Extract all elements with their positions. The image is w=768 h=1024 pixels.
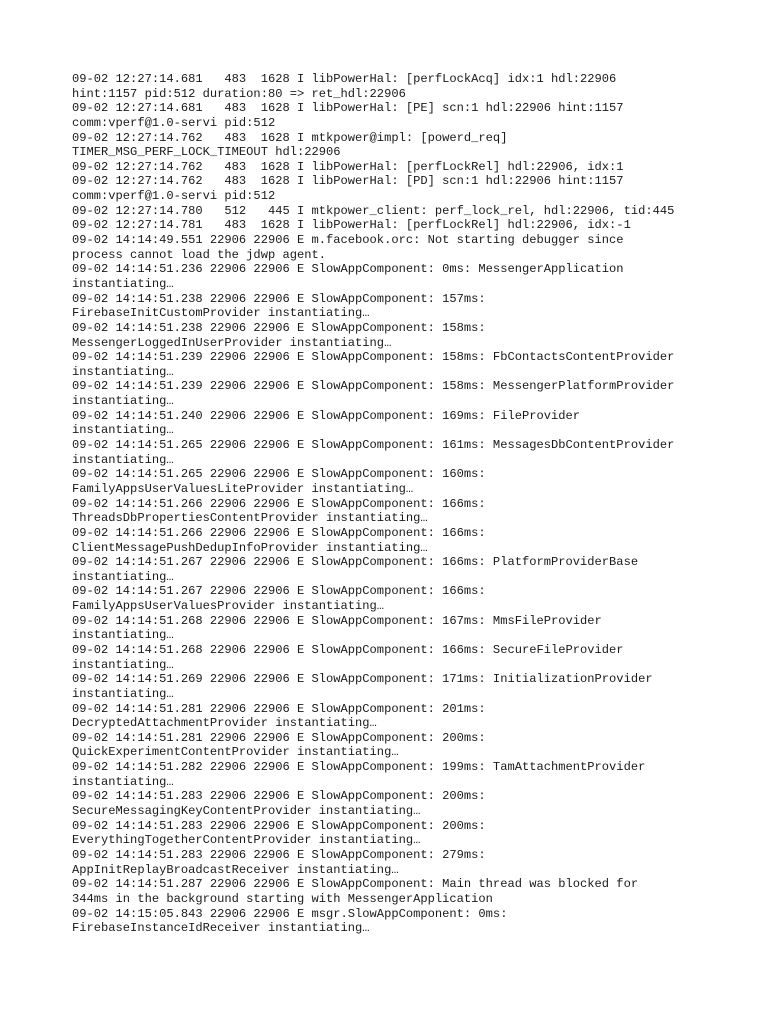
- log-line: 09-02 14:14:51.283 22906 22906 E SlowAppComponent: 279ms:: [72, 847, 486, 862]
- log-line: 09-02 14:14:51.269 22906 22906 E SlowAppComponent: 171ms: InitializationProvider: [72, 672, 653, 687]
- log-line: FirebaseInstanceIdReceiver instantiating…: [72, 921, 370, 936]
- log-line: TIMER_MSG_PERF_LOCK_TIMEOUT hdl:22906: [72, 145, 341, 160]
- log-line: instantiating…: [72, 276, 174, 291]
- log-line: instantiating…: [72, 569, 174, 584]
- log-line: FamilyAppsUserValuesLiteProvider instantiating…: [72, 481, 414, 496]
- log-line: comm:vperf@1.0-servi pid:512: [72, 189, 276, 204]
- log-line: 09-02 14:14:51.236 22906 22906 E SlowAppComponent: 0ms: MessengerApplication: [72, 262, 624, 277]
- log-line: 09-02 14:14:51.267 22906 22906 E SlowAppComponent: 166ms:: [72, 584, 486, 599]
- log-line: ThreadsDbPropertiesContentProvider instantiating…: [72, 511, 428, 526]
- log-line: EverythingTogetherContentProvider instantiating…: [72, 833, 421, 848]
- log-line: hint:1157 pid:512 duration:80 => ret_hdl:22906: [72, 86, 406, 101]
- log-line: 09-02 12:27:14.681 483 1628 I libPowerHal: [perfLockAcq] idx:1 hdl:22906: [72, 72, 617, 86]
- log-line: 09-02 12:27:14.681 483 1628 I libPowerHal: [PE] scn:1 hdl:22906 hint:1157: [72, 101, 624, 116]
- log-line: comm:vperf@1.0-servi pid:512: [72, 115, 276, 130]
- log-line: 09-02 14:14:51.267 22906 22906 E SlowAppComponent: 166ms: PlatformProviderBase: [72, 555, 639, 570]
- log-line: instantiating…: [72, 364, 174, 379]
- log-line: 09-02 14:15:05.843 22906 22906 E msgr.SlowAppComponent: 0ms:: [72, 906, 508, 921]
- log-line: FamilyAppsUserValuesProvider instantiating…: [72, 599, 385, 614]
- log-line: instantiating…: [72, 394, 174, 409]
- log-line: 09-02 14:14:49.551 22906 22906 E m.facebook.orc: Not starting debugger since: [72, 233, 624, 248]
- log-line: 09-02 12:27:14.762 483 1628 I mtkpower@impl: [powerd_req]: [72, 130, 508, 145]
- log-line: 09-02 14:14:51.266 22906 22906 E SlowAppComponent: 166ms:: [72, 496, 486, 511]
- log-line: 09-02 12:27:14.781 483 1628 I libPowerHal: [perfLockRel] hdl:22906, idx:-1: [72, 218, 631, 233]
- log-line: AppInitReplayBroadcastReceiver instantiating…: [72, 862, 399, 877]
- log-line: 09-02 14:14:51.266 22906 22906 E SlowAppComponent: 166ms:: [72, 525, 486, 540]
- log-line: 09-02 14:14:51.281 22906 22906 E SlowAppComponent: 200ms:: [72, 730, 486, 745]
- log-line: 09-02 14:14:51.240 22906 22906 E SlowAppComponent: 169ms: FileProvider: [72, 408, 581, 423]
- log-line: instantiating…: [72, 686, 174, 701]
- log-line: 09-02 14:14:51.238 22906 22906 E SlowAppComponent: 157ms:: [72, 291, 486, 306]
- log-line: 09-02 14:14:51.283 22906 22906 E SlowAppComponent: 200ms:: [72, 818, 486, 833]
- log-line: 09-02 14:14:51.287 22906 22906 E SlowAppComponent: Main thread was blocked for: [72, 877, 639, 892]
- log-line: 09-02 14:14:51.283 22906 22906 E SlowAppComponent: 200ms:: [72, 789, 486, 804]
- log-line: 09-02 14:14:51.239 22906 22906 E SlowAppComponent: 158ms: FbContactsContentProvider: [72, 350, 675, 365]
- log-line: 09-02 14:14:51.238 22906 22906 E SlowAppComponent: 158ms:: [72, 320, 486, 335]
- log-line: instantiating…: [72, 423, 174, 438]
- log-line: 09-02 14:14:51.239 22906 22906 E SlowAppComponent: 158ms: MessengerPlatformProvider: [72, 379, 675, 394]
- log-line: 09-02 14:14:51.265 22906 22906 E SlowAppComponent: 160ms:: [72, 467, 486, 482]
- log-line: ClientMessagePushDedupInfoProvider instantiating…: [72, 540, 428, 555]
- log-line: SecureMessagingKeyContentProvider instantiating…: [72, 804, 421, 819]
- log-line: MessengerLoggedInUserProvider instantiating…: [72, 335, 392, 350]
- log-line: 09-02 12:27:14.780 512 445 I mtkpower_client: perf_lock_rel, hdl:22906, tid:445: [72, 203, 675, 218]
- log-line: DecryptedAttachmentProvider instantiating…: [72, 716, 377, 731]
- log-text-block: [72, 72, 712, 936]
- log-line: 09-02 14:14:51.268 22906 22906 E SlowAppComponent: 166ms: SecureFileProvider: [72, 642, 624, 657]
- log-line: instantiating…: [72, 774, 174, 789]
- log-line: instantiating…: [72, 452, 174, 467]
- log-line: 09-02 14:14:51.282 22906 22906 E SlowAppComponent: 199ms: TamAttachmentProvider: [72, 760, 646, 775]
- log-line: 344ms in the background starting with MessengerApplication: [72, 891, 493, 906]
- log-line: instantiating…: [72, 657, 174, 672]
- log-line: 09-02 14:14:51.265 22906 22906 E SlowAppComponent: 161ms: MessagesDbContentProvider: [72, 438, 675, 453]
- log-line: process cannot load the jdwp agent.: [72, 247, 327, 262]
- log-line: 09-02 12:27:14.762 483 1628 I libPowerHal: [PD] scn:1 hdl:22906 hint:1157: [72, 174, 624, 189]
- log-line: instantiating…: [72, 628, 174, 643]
- log-line: 09-02 12:27:14.762 483 1628 I libPowerHal: [perfLockRel] hdl:22906, idx:1: [72, 159, 624, 174]
- log-line: 09-02 14:14:51.268 22906 22906 E SlowAppComponent: 167ms: MmsFileProvider: [72, 613, 602, 628]
- log-line: FirebaseInitCustomProvider instantiating…: [72, 306, 370, 321]
- log-line: 09-02 14:14:51.281 22906 22906 E SlowAppComponent: 201ms:: [72, 701, 486, 716]
- log-line: QuickExperimentContentProvider instantiating…: [72, 745, 399, 760]
